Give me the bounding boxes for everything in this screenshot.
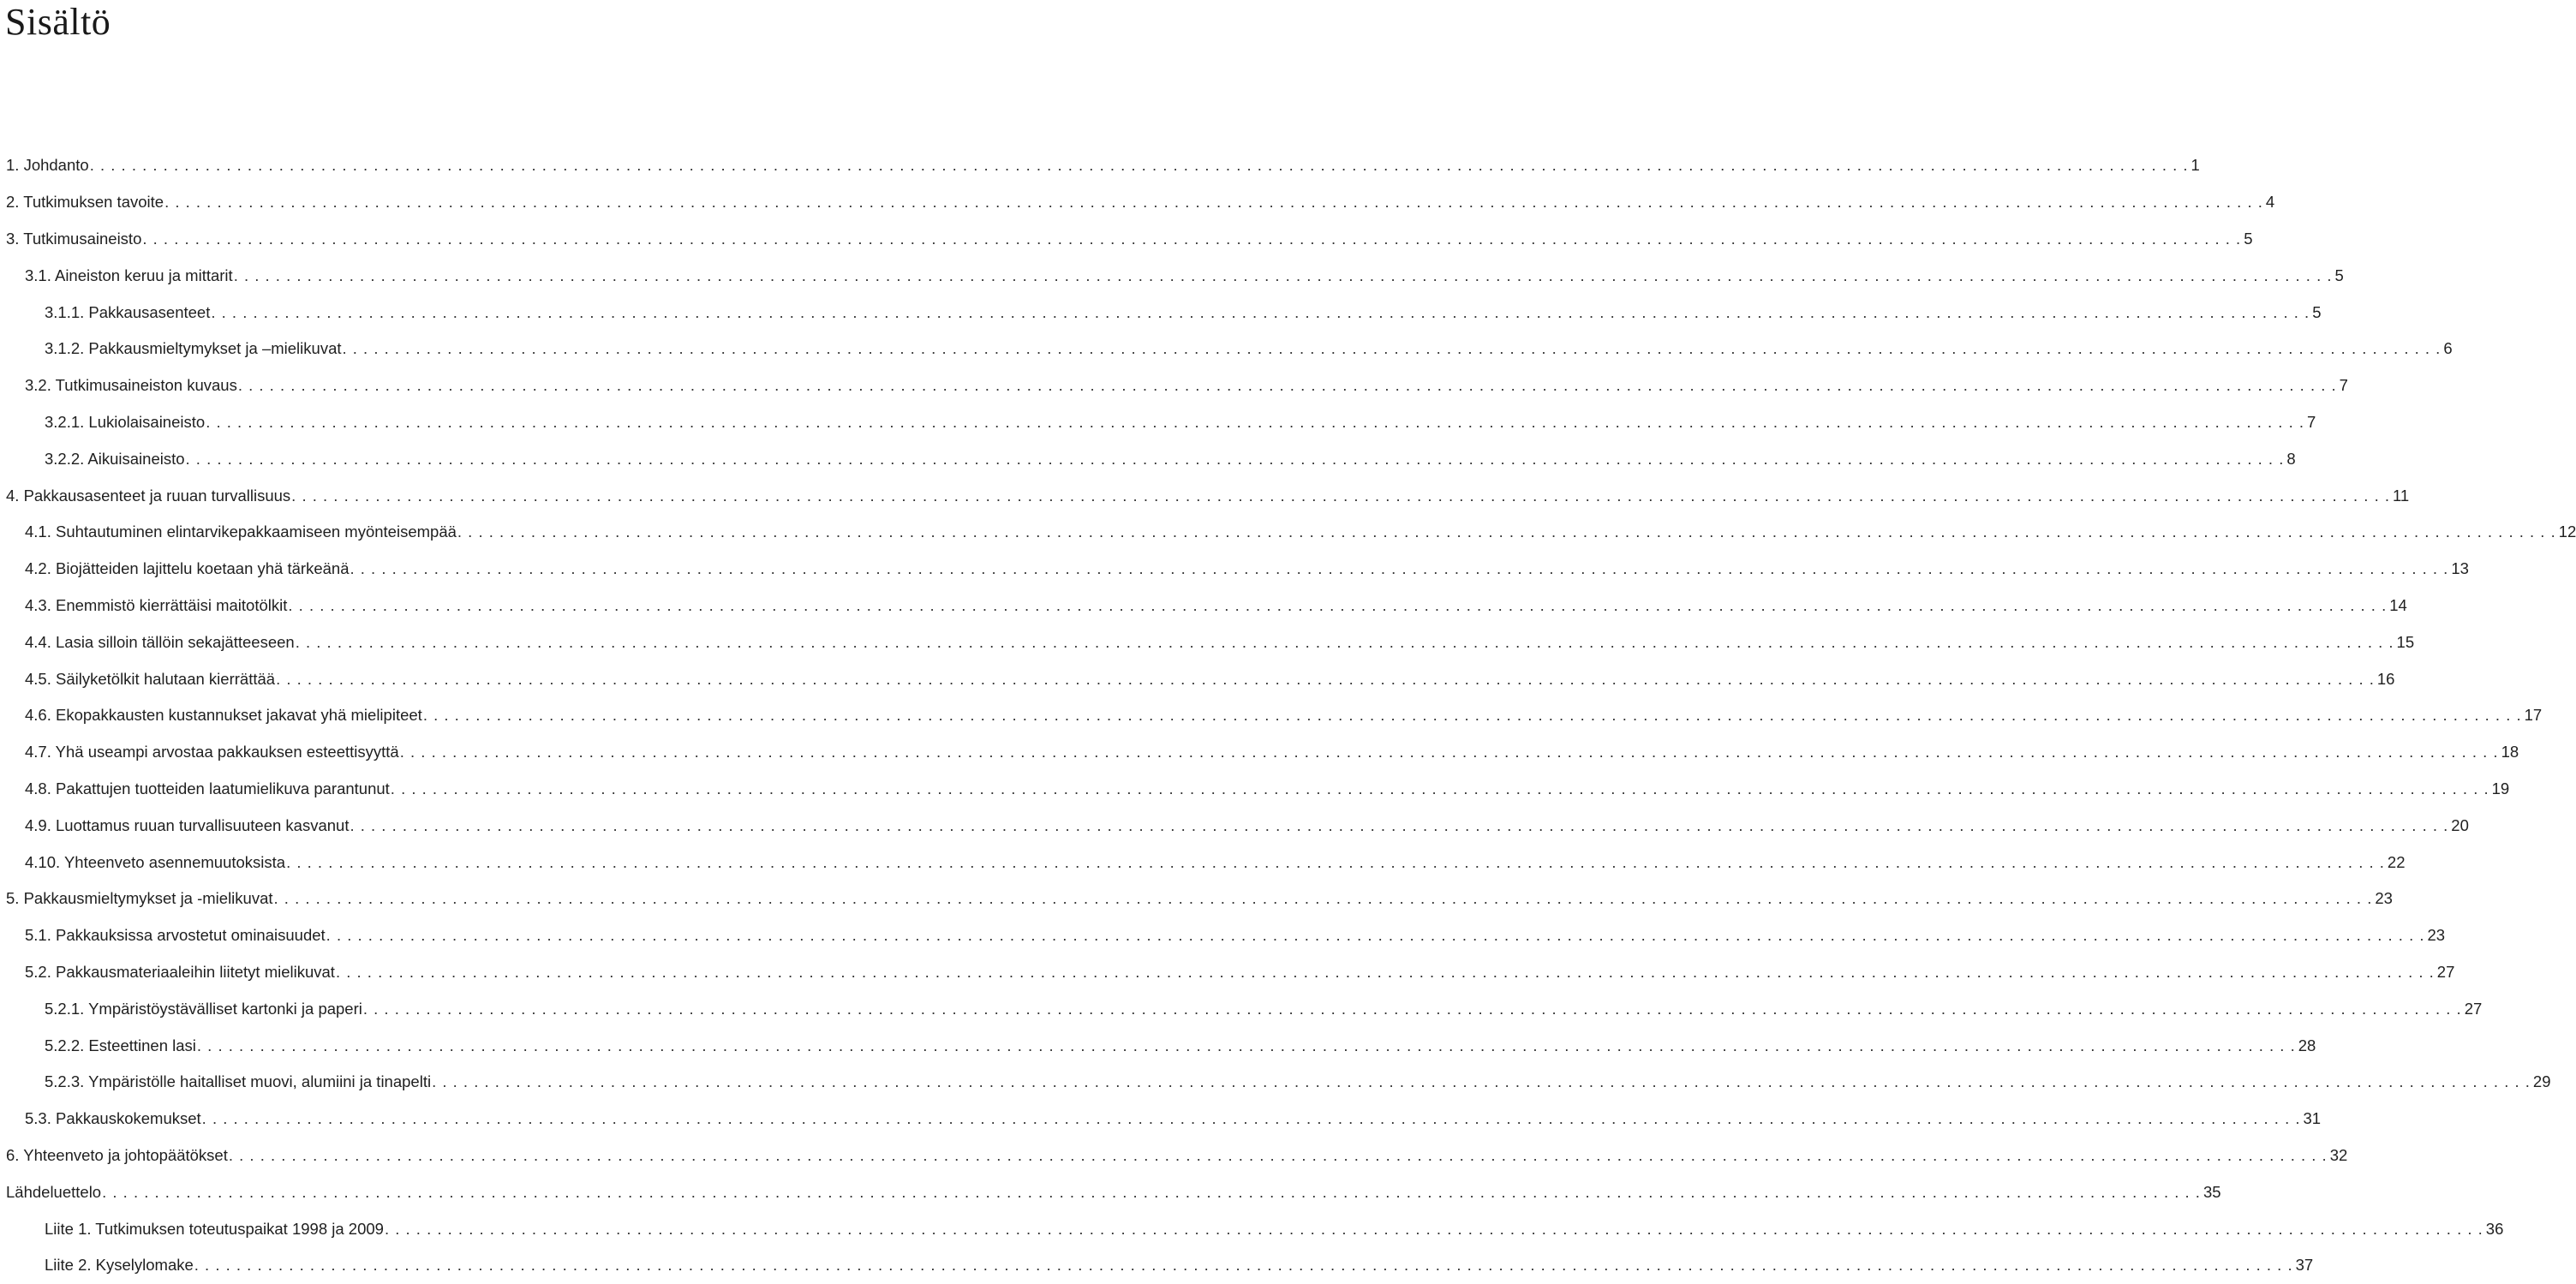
toc-entry[interactable]	[0, 294, 2322, 331]
toc-entry[interactable]	[0, 771, 2510, 808]
toc-entry-label: 5.2.1. Ympäristöystävälliset kartonki ja paperi	[45, 999, 362, 1018]
toc-entry-page-number: 14	[2389, 595, 2407, 614]
toc-entry-page-number: 12	[2558, 523, 2576, 541]
toc-entry[interactable]	[0, 404, 2316, 441]
toc-dot-leader: . . . . . . . . . . . . . . . . . . . . . . . . . . . . . . . . . . . . . . . . . . . . . . . . . . . . . . . . . . . . . . . . . . . . . . . . . . . . . . . . . . . . . . . . . . . . . . . . . . . . . . . . . . . . . . . . . . . . . . . . . . . . . . . . . . . . . . . . . . . . . . . . . . . . . . . . . . . . . . . . . . . . . . . . . . . . . . . . . . . . . . . . . . . . . . . . . . . . . . . .	[432, 1072, 2531, 1091]
toc-entry-label: 4.10. Yhteenveto asennemuutoksista	[25, 852, 286, 871]
toc-dot-leader: . . . . . . . . . . . . . . . . . . . . . . . . . . . . . . . . . . . . . . . . . . . . . . . . . . . . . . . . . . . . . . . . . . . . . . . . . . . . . . . . . . . . . . . . . . . . . . . . . . . . . . . . . . . . . . . . . . . . . . . . . . . . . . . . . . . . . . . . . . . . . . . . . . . . . . . . . . . . . . . . . . . . . . . . . . . . . . . . . . . . . . . . . . . . . . . . . . . . . . . .	[237, 376, 2337, 395]
table-of-contents	[0, 147, 2576, 1284]
toc-entry-page-number: 23	[2427, 926, 2446, 945]
toc-entry-label: 4.6. Ekopakkausten kustannukset jakavat yhä mielipiteet	[25, 706, 422, 725]
toc-entry[interactable]	[0, 440, 2296, 477]
toc-entry-label: 1. Johdanto	[6, 156, 89, 175]
toc-entry-label: 3.2.1. Lukiolaisaineisto	[45, 412, 206, 431]
toc-entry-page-number: 23	[2375, 889, 2393, 908]
toc-entry-label: 4.3. Enemmistö kierrättäisi maitotölkit	[25, 595, 288, 614]
toc-entry[interactable]	[0, 881, 2393, 917]
toc-dot-leader: . . . . . . . . . . . . . . . . . . . . . . . . . . . . . . . . . . . . . . . . . . . . . . . . . . . . . . . . . . . . . . . . . . . . . . . . . . . . . . . . . . . . . . . . . . . . . . . . . . . . . . . . . . . . . . . . . . . . . . . . . . . . . . . . . . . . . . . . . . . . . . . . . . . . . . . . . . . . . . . . . . . . . . . . . . . . . . . . . . . . . . . . . . . . . . . . . . . . . . . .	[350, 815, 2449, 834]
toc-entry-page-number: 27	[2464, 999, 2483, 1018]
toc-dot-leader: . . . . . . . . . . . . . . . . . . . . . . . . . . . . . . . . . . . . . . . . . . . . . . . . . . . . . . . . . . . . . . . . . . . . . . . . . . . . . . . . . . . . . . . . . . . . . . . . . . . . . . . . . . . . . . . . . . . . . . . . . . . . . . . . . . . . . . . . . . . . . . . . . . . . . . . . . . . . . . . . . . . . . . . . . . . . . . . . . . . . . . . . . . . . . . . . . . . . . . . .	[390, 779, 2489, 797]
toc-entry-page-number: 7	[2307, 412, 2316, 431]
toc-entry-label: 5.2. Pakkausmateriaaleihin liitetyt mielikuvat	[25, 962, 335, 981]
toc-entry-page-number: 11	[2393, 486, 2410, 505]
toc-dot-leader: . . . . . . . . . . . . . . . . . . . . . . . . . . . . . . . . . . . . . . . . . . . . . . . . . . . . . . . . . . . . . . . . . . . . . . . . . . . . . . . . . . . . . . . . . . . . . . . . . . . . . . . . . . . . . . . . . . . . . . . . . . . . . . . . . . . . . . . . . . . . . . . . . . . . . . . . . . . . . . . . . . . . . . . . . . . . . . . . . . . . . . . . . . . . . . . . . . . . . . . .	[164, 193, 2263, 212]
toc-entry-page-number: 15	[2396, 632, 2415, 651]
toc-entry-label: 4. Pakkausasenteet ja ruuan turvallisuus	[6, 486, 291, 505]
toc-dot-leader: . . . . . . . . . . . . . . . . . . . . . . . . . . . . . . . . . . . . . . . . . . . . . . . . . . . . . . . . . . . . . . . . . . . . . . . . . . . . . . . . . . . . . . . . . . . . . . . . . . . . . . . . . . . . . . . . . . . . . . . . . . . . . . . . . . . . . . . . . . . . . . . . . . . . . . . . . . . . . . . . . . . . . . . . . . . . . . . . . . . . . . . . . . . . . . . . . . . . . . . .	[196, 1036, 2296, 1054]
toc-entry[interactable]	[0, 1027, 2316, 1064]
toc-entry[interactable]	[0, 734, 2519, 771]
toc-entry-page-number: 31	[2303, 1109, 2322, 1128]
toc-dot-leader: . . . . . . . . . . . . . . . . . . . . . . . . . . . . . . . . . . . . . . . . . . . . . . . . . . . . . . . . . . . . . . . . . . . . . . . . . . . . . . . . . . . . . . . . . . . . . . . . . . . . . . . . . . . . . . . . . . . . . . . . . . . . . . . . . . . . . . . . . . . . . . . . . . . . . . . . . . . . . . . . . . . . . . . . . . . . . . . . . . . . . . . . . . . . . . . . . . . . . . . .	[233, 266, 2333, 284]
toc-entry-label: 5. Pakkausmieltymykset ja -mielikuvat	[6, 889, 273, 908]
toc-entry[interactable]	[0, 624, 2415, 660]
toc-entry-page-number: 36	[2485, 1219, 2504, 1238]
toc-dot-leader: . . . . . . . . . . . . . . . . . . . . . . . . . . . . . . . . . . . . . . . . . . . . . . . . . . . . . . . . . . . . . . . . . . . . . . . . . . . . . . . . . . . . . . . . . . . . . . . . . . . . . . . . . . . . . . . . . . . . . . . . . . . . . . . . . . . . . . . . . . . . . . . . . . . . . . . . . . . . . . . . . . . . . . . . . . . . . . . . . . . . . . . . . . . . . . . . . . . . . . . .	[273, 889, 2373, 908]
toc-entry-label: 3.2. Tutkimusaineiston kuvaus	[25, 376, 237, 395]
toc-entry[interactable]	[0, 1210, 2504, 1247]
toc-entry-page-number: 4	[2265, 193, 2275, 212]
toc-entry[interactable]	[0, 1138, 2348, 1174]
toc-entry[interactable]	[0, 477, 2410, 514]
toc-entry[interactable]	[0, 367, 2348, 404]
toc-entry-label: 4.8. Pakattujen tuotteiden laatumielikuva parantunut	[25, 779, 390, 797]
toc-entry-page-number: 29	[2532, 1072, 2551, 1091]
toc-entry[interactable]	[0, 917, 2446, 954]
toc-entry-label: 3.1.1. Pakkausasenteet	[45, 302, 211, 321]
toc-dot-leader: . . . . . . . . . . . . . . . . . . . . . . . . . . . . . . . . . . . . . . . . . . . . . . . . . . . . . . . . . . . . . . . . . . . . . . . . . . . . . . . . . . . . . . . . . . . . . . . . . . . . . . . . . . . . . . . . . . . . . . . . . . . . . . . . . . . . . . . . . . . . . . . . . . . . . . . . . . . . . . . . . . . . . . . . . . . . . . . . . . . . . . . . . . . . . . . . . . . . . . . .	[350, 559, 2449, 578]
toc-entry-label: 4.9. Luottamus ruuan turvallisuuteen kasvanut	[25, 815, 350, 834]
toc-entry-label: Liite 1. Tutkimuksen toteutuspaikat 1998 ja 2009	[45, 1219, 384, 1238]
toc-dot-leader: . . . . . . . . . . . . . . . . . . . . . . . . . . . . . . . . . . . . . . . . . . . . . . . . . . . . . . . . . . . . . . . . . . . . . . . . . . . . . . . . . . . . . . . . . . . . . . . . . . . . . . . . . . . . . . . . . . . . . . . . . . . . . . . . . . . . . . . . . . . . . . . . . . . . . . . . . . . . . . . . . . . . . . . . . . . . . . . . . . . . . . . . . . . . . . . . . . . . . . . .	[295, 632, 2394, 651]
toc-entry[interactable]	[0, 1174, 2221, 1210]
toc-dot-leader: . . . . . . . . . . . . . . . . . . . . . . . . . . . . . . . . . . . . . . . . . . . . . . . . . . . . . . . . . . . . . . . . . . . . . . . . . . . . . . . . . . . . . . . . . . . . . . . . . . . . . . . . . . . . . . . . . . . . . . . . . . . . . . . . . . . . . . . . . . . . . . . . . . . . . . . . . . . . . . . . . . . . . . . . . . . . . . . . . . . . . . . . . . . . . . . . . . . . . . . .	[102, 1182, 2201, 1201]
toc-entry[interactable]	[0, 1064, 2551, 1101]
toc-dot-leader: . . . . . . . . . . . . . . . . . . . . . . . . . . . . . . . . . . . . . . . . . . . . . . . . . . . . . . . . . . . . . . . . . . . . . . . . . . . . . . . . . . . . . . . . . . . . . . . . . . . . . . . . . . . . . . . . . . . . . . . . . . . . . . . . . . . . . . . . . . . . . . . . . . . . . . . . . . . . . . . . . . . . . . . . . . . . . . . . . . . . . . . . . . . . . . . . . . . . . . . .	[286, 852, 2385, 871]
toc-entry-page-number: 19	[2491, 779, 2510, 797]
toc-entry-label: Lähdeluettelo	[6, 1182, 102, 1201]
toc-entry-page-number: 22	[2387, 852, 2406, 871]
page-title: Sisältö	[5, 1, 111, 43]
toc-entry-page-number: 13	[2451, 559, 2469, 578]
toc-dot-leader: . . . . . . . . . . . . . . . . . . . . . . . . . . . . . . . . . . . . . . . . . . . . . . . . . . . . . . . . . . . . . . . . . . . . . . . . . . . . . . . . . . . . . . . . . . . . . . . . . . . . . . . . . . . . . . . . . . . . . . . . . . . . . . . . . . . . . . . . . . . . . . . . . . . . . . . . . . . . . . . . . . . . . . . . . . . . . . . . . . . . . . . . . . . . . . . . . . . . . . . .	[228, 1145, 2328, 1164]
toc-entry-label: 4.5. Säilyketölkit halutaan kierrättää	[25, 669, 276, 688]
toc-dot-leader: . . . . . . . . . . . . . . . . . . . . . . . . . . . . . . . . . . . . . . . . . . . . . . . . . . . . . . . . . . . . . . . . . . . . . . . . . . . . . . . . . . . . . . . . . . . . . . . . . . . . . . . . . . . . . . . . . . . . . . . . . . . . . . . . . . . . . . . . . . . . . . . . . . . . . . . . . . . . . . . . . . . . . . . . . . . . . . . . . . . . . . . . . . . . . . . . . . . . . . . .	[206, 412, 2305, 431]
toc-dot-leader: . . . . . . . . . . . . . . . . . . . . . . . . . . . . . . . . . . . . . . . . . . . . . . . . . . . . . . . . . . . . . . . . . . . . . . . . . . . . . . . . . . . . . . . . . . . . . . . . . . . . . . . . . . . . . . . . . . . . . . . . . . . . . . . . . . . . . . . . . . . . . . . . . . . . . . . . . . . . . . . . . . . . . . . . . . . . . . . . . . . . . . . . . . . . . . . . . . . . . . . .	[291, 486, 2390, 505]
toc-dot-leader: . . . . . . . . . . . . . . . . . . . . . . . . . . . . . . . . . . . . . . . . . . . . . . . . . . . . . . . . . . . . . . . . . . . . . . . . . . . . . . . . . . . . . . . . . . . . . . . . . . . . . . . . . . . . . . . . . . . . . . . . . . . . . . . . . . . . . . . . . . . . . . . . . . . . . . . . . . . . . . . . . . . . . . . . . . . . . . . . . . . . . . . . . . . . . . . . . . . . . . . .	[335, 962, 2435, 981]
toc-dot-leader: . . . . . . . . . . . . . . . . . . . . . . . . . . . . . . . . . . . . . . . . . . . . . . . . . . . . . . . . . . . . . . . . . . . . . . . . . . . . . . . . . . . . . . . . . . . . . . . . . . . . . . . . . . . . . . . . . . . . . . . . . . . . . . . . . . . . . . . . . . . . . . . . . . . . . . . . . . . . . . . . . . . . . . . . . . . . . . . . . . . . . . . . . . . . . . . . . . . . . . . .	[276, 669, 2375, 688]
toc-entry-page-number: 28	[2298, 1036, 2316, 1054]
toc-entry-label: 4.2. Biojätteiden lajittelu koetaan yhä tärkeänä	[25, 559, 350, 578]
toc-entry[interactable]	[0, 514, 2576, 551]
toc-entry-page-number: 27	[2436, 962, 2455, 981]
toc-dot-leader: . . . . . . . . . . . . . . . . . . . . . . . . . . . . . . . . . . . . . . . . . . . . . . . . . . . . . . . . . . . . . . . . . . . . . . . . . . . . . . . . . . . . . . . . . . . . . . . . . . . . . . . . . . . . . . . . . . . . . . . . . . . . . . . . . . . . . . . . . . . . . . . . . . . . . . . . . . . . . . . . . . . . . . . . . . . . . . . . . . . . . . . . . . . . . . . . . . . . . . . .	[211, 302, 2310, 321]
toc-entry[interactable]	[0, 807, 2469, 844]
toc-entry[interactable]	[0, 588, 2407, 624]
toc-dot-leader: . . . . . . . . . . . . . . . . . . . . . . . . . . . . . . . . . . . . . . . . . . . . . . . . . . . . . . . . . . . . . . . . . . . . . . . . . . . . . . . . . . . . . . . . . . . . . . . . . . . . . . . . . . . . . . . . . . . . . . . . . . . . . . . . . . . . . . . . . . . . . . . . . . . . . . . . . . . . . . . . . . . . . . . . . . . . . . . . . . . . . . . . . . . . . . . . . . . . . . . .	[288, 595, 2388, 614]
toc-entry[interactable]	[0, 221, 2253, 258]
toc-entry-label: 4.4. Lasia silloin tällöin sekajätteeseen	[25, 632, 295, 651]
toc-entry-label: 4.7. Yhä useampi arvostaa pakkauksen esteettisyyttä	[25, 743, 399, 761]
toc-entry[interactable]	[0, 257, 2344, 294]
toc-entry-page-number: 32	[2329, 1145, 2348, 1164]
toc-entry-label: 6. Yhteenveto ja johtopäätökset	[6, 1145, 228, 1164]
toc-entry-label: 5.2.2. Esteettinen lasi	[45, 1036, 196, 1054]
toc-dot-leader: . . . . . . . . . . . . . . . . . . . . . . . . . . . . . . . . . . . . . . . . . . . . . . . . . . . . . . . . . . . . . . . . . . . . . . . . . . . . . . . . . . . . . . . . . . . . . . . . . . . . . . . . . . . . . . . . . . . . . . . . . . . . . . . . . . . . . . . . . . . . . . . . . . . . . . . . . . . . . . . . . . . . . . . . . . . . . . . . . . . . . . . . . . . . . . . . . . . . . . . .	[342, 339, 2442, 358]
toc-entry-page-number: 6	[2443, 339, 2453, 358]
toc-dot-leader: . . . . . . . . . . . . . . . . . . . . . . . . . . . . . . . . . . . . . . . . . . . . . . . . . . . . . . . . . . . . . . . . . . . . . . . . . . . . . . . . . . . . . . . . . . . . . . . . . . . . . . . . . . . . . . . . . . . . . . . . . . . . . . . . . . . . . . . . . . . . . . . . . . . . . . . . . . . . . . . . . . . . . . . . . . . . . . . . . . . . . . . . . . . . . . . . . . . . . . . .	[185, 449, 2285, 468]
toc-dot-leader: . . . . . . . . . . . . . . . . . . . . . . . . . . . . . . . . . . . . . . . . . . . . . . . . . . . . . . . . . . . . . . . . . . . . . . . . . . . . . . . . . . . . . . . . . . . . . . . . . . . . . . . . . . . . . . . . . . . . . . . . . . . . . . . . . . . . . . . . . . . . . . . . . . . . . . . . . . . . . . . . . . . . . . . . . . . . . . . . . . . . . . . . . . . . . . . . . . . . . . . .	[89, 156, 2189, 175]
toc-entry[interactable]	[0, 184, 2275, 221]
toc-entry[interactable]	[0, 697, 2543, 734]
toc-entry-page-number: 16	[2376, 669, 2395, 688]
toc-entry[interactable]	[0, 1101, 2322, 1138]
toc-entry-page-number: 8	[2286, 449, 2296, 468]
toc-entry-label: 5.1. Pakkauksissa arvostetut ominaisuudet	[25, 926, 326, 945]
toc-entry-label: 3. Tutkimusaineisto	[6, 229, 142, 248]
toc-entry-label: Liite 2. Kyselylomake	[45, 1256, 194, 1275]
toc-entry[interactable]	[0, 551, 2469, 588]
toc-entry-page-number: 7	[2339, 376, 2348, 395]
toc-dot-leader: . . . . . . . . . . . . . . . . . . . . . . . . . . . . . . . . . . . . . . . . . . . . . . . . . . . . . . . . . . . . . . . . . . . . . . . . . . . . . . . . . . . . . . . . . . . . . . . . . . . . . . . . . . . . . . . . . . . . . . . . . . . . . . . . . . . . . . . . . . . . . . . . . . . . . . . . . . . . . . . . . . . . . . . . . . . . . . . . . . . . . . . . . . . . . . . . . . . . . . . .	[399, 743, 2499, 761]
toc-entry-page-number: 17	[2524, 706, 2543, 725]
toc-entry-page-number: 35	[2202, 1182, 2221, 1201]
toc-entry-page-number: 5	[2312, 302, 2322, 321]
toc-dot-leader: . . . . . . . . . . . . . . . . . . . . . . . . . . . . . . . . . . . . . . . . . . . . . . . . . . . . . . . . . . . . . . . . . . . . . . . . . . . . . . . . . . . . . . . . . . . . . . . . . . . . . . . . . . . . . . . . . . . . . . . . . . . . . . . . . . . . . . . . . . . . . . . . . . . . . . . . . . . . . . . . . . . . . . . . . . . . . . . . . . . . . . . . . . . . . . . . . . . . . . . .	[201, 1109, 2301, 1128]
toc-entry-label: 3.1. Aineiston keruu ja mittarit	[25, 266, 233, 284]
toc-entry[interactable]	[0, 660, 2395, 697]
toc-dot-leader: . . . . . . . . . . . . . . . . . . . . . . . . . . . . . . . . . . . . . . . . . . . . . . . . . . . . . . . . . . . . . . . . . . . . . . . . . . . . . . . . . . . . . . . . . . . . . . . . . . . . . . . . . . . . . . . . . . . . . . . . . . . . . . . . . . . . . . . . . . . . . . . . . . . . . . . . . . . . . . . . . . . . . . . . . . . . . . . . . . . . . . . . . . . . . . . . . . . . . . . .	[142, 229, 2242, 248]
toc-entry[interactable]	[0, 954, 2455, 991]
toc-entry-label: 5.3. Pakkauskokemukset	[25, 1109, 201, 1128]
toc-dot-leader: . . . . . . . . . . . . . . . . . . . . . . . . . . . . . . . . . . . . . . . . . . . . . . . . . . . . . . . . . . . . . . . . . . . . . . . . . . . . . . . . . . . . . . . . . . . . . . . . . . . . . . . . . . . . . . . . . . . . . . . . . . . . . . . . . . . . . . . . . . . . . . . . . . . . . . . . . . . . . . . . . . . . . . . . . . . . . . . . . . . . . . . . . . . . . . . . . . . . . . . .	[422, 706, 2522, 725]
toc-entry[interactable]	[0, 1247, 2314, 1284]
toc-dot-leader: . . . . . . . . . . . . . . . . . . . . . . . . . . . . . . . . . . . . . . . . . . . . . . . . . . . . . . . . . . . . . . . . . . . . . . . . . . . . . . . . . . . . . . . . . . . . . . . . . . . . . . . . . . . . . . . . . . . . . . . . . . . . . . . . . . . . . . . . . . . . . . . . . . . . . . . . . . . . . . . . . . . . . . . . . . . . . . . . . . . . . . . . . . . . . . . . . . . . . . . .	[384, 1219, 2483, 1238]
toc-entry-page-number: 5	[2334, 266, 2344, 284]
toc-dot-leader: . . . . . . . . . . . . . . . . . . . . . . . . . . . . . . . . . . . . . . . . . . . . . . . . . . . . . . . . . . . . . . . . . . . . . . . . . . . . . . . . . . . . . . . . . . . . . . . . . . . . . . . . . . . . . . . . . . . . . . . . . . . . . . . . . . . . . . . . . . . . . . . . . . . . . . . . . . . . . . . . . . . . . . . . . . . . . . . . . . . . . . . . . . . . . . . . . . . . . . . .	[362, 999, 2462, 1018]
toc-entry[interactable]	[0, 844, 2406, 881]
toc-entry-page-number: 5	[2244, 229, 2253, 248]
toc-entry-label: 5.2.3. Ympäristölle haitalliset muovi, alumiini ja tinapelti	[45, 1072, 432, 1091]
toc-entry[interactable]	[0, 331, 2453, 367]
toc-entry-page-number: 18	[2501, 743, 2519, 761]
toc-entry-label: 2. Tutkimuksen tavoite	[6, 193, 164, 212]
toc-dot-leader: . . . . . . . . . . . . . . . . . . . . . . . . . . . . . . . . . . . . . . . . . . . . . . . . . . . . . . . . . . . . . . . . . . . . . . . . . . . . . . . . . . . . . . . . . . . . . . . . . . . . . . . . . . . . . . . . . . . . . . . . . . . . . . . . . . . . . . . . . . . . . . . . . . . . . . . . . . . . . . . . . . . . . . . . . . . . . . . . . . . . . . . . . . . . . . . . . . . . . . . .	[457, 523, 2556, 541]
toc-dot-leader: . . . . . . . . . . . . . . . . . . . . . . . . . . . . . . . . . . . . . . . . . . . . . . . . . . . . . . . . . . . . . . . . . . . . . . . . . . . . . . . . . . . . . . . . . . . . . . . . . . . . . . . . . . . . . . . . . . . . . . . . . . . . . . . . . . . . . . . . . . . . . . . . . . . . . . . . . . . . . . . . . . . . . . . . . . . . . . . . . . . . . . . . . . . . . . . . . . . . . . . .	[194, 1256, 2293, 1275]
toc-dot-leader: . . . . . . . . . . . . . . . . . . . . . . . . . . . . . . . . . . . . . . . . . . . . . . . . . . . . . . . . . . . . . . . . . . . . . . . . . . . . . . . . . . . . . . . . . . . . . . . . . . . . . . . . . . . . . . . . . . . . . . . . . . . . . . . . . . . . . . . . . . . . . . . . . . . . . . . . . . . . . . . . . . . . . . . . . . . . . . . . . . . . . . . . . . . . . . . . . . . . . . . .	[326, 926, 2425, 945]
toc-entry-label: 3.1.2. Pakkausmieltymykset ja –mielikuvat	[45, 339, 342, 358]
toc-entry-label: 4.1. Suhtautuminen elintarvikepakkaamiseen myönteisempää	[25, 523, 457, 541]
toc-entry[interactable]	[0, 990, 2483, 1027]
toc-entry-label: 3.2.2. Aikuisaineisto	[45, 449, 185, 468]
toc-entry[interactable]	[0, 147, 2200, 184]
toc-entry-page-number: 37	[2295, 1256, 2314, 1275]
toc-entry-page-number: 1	[2190, 156, 2200, 175]
toc-entry-page-number: 20	[2451, 815, 2469, 834]
